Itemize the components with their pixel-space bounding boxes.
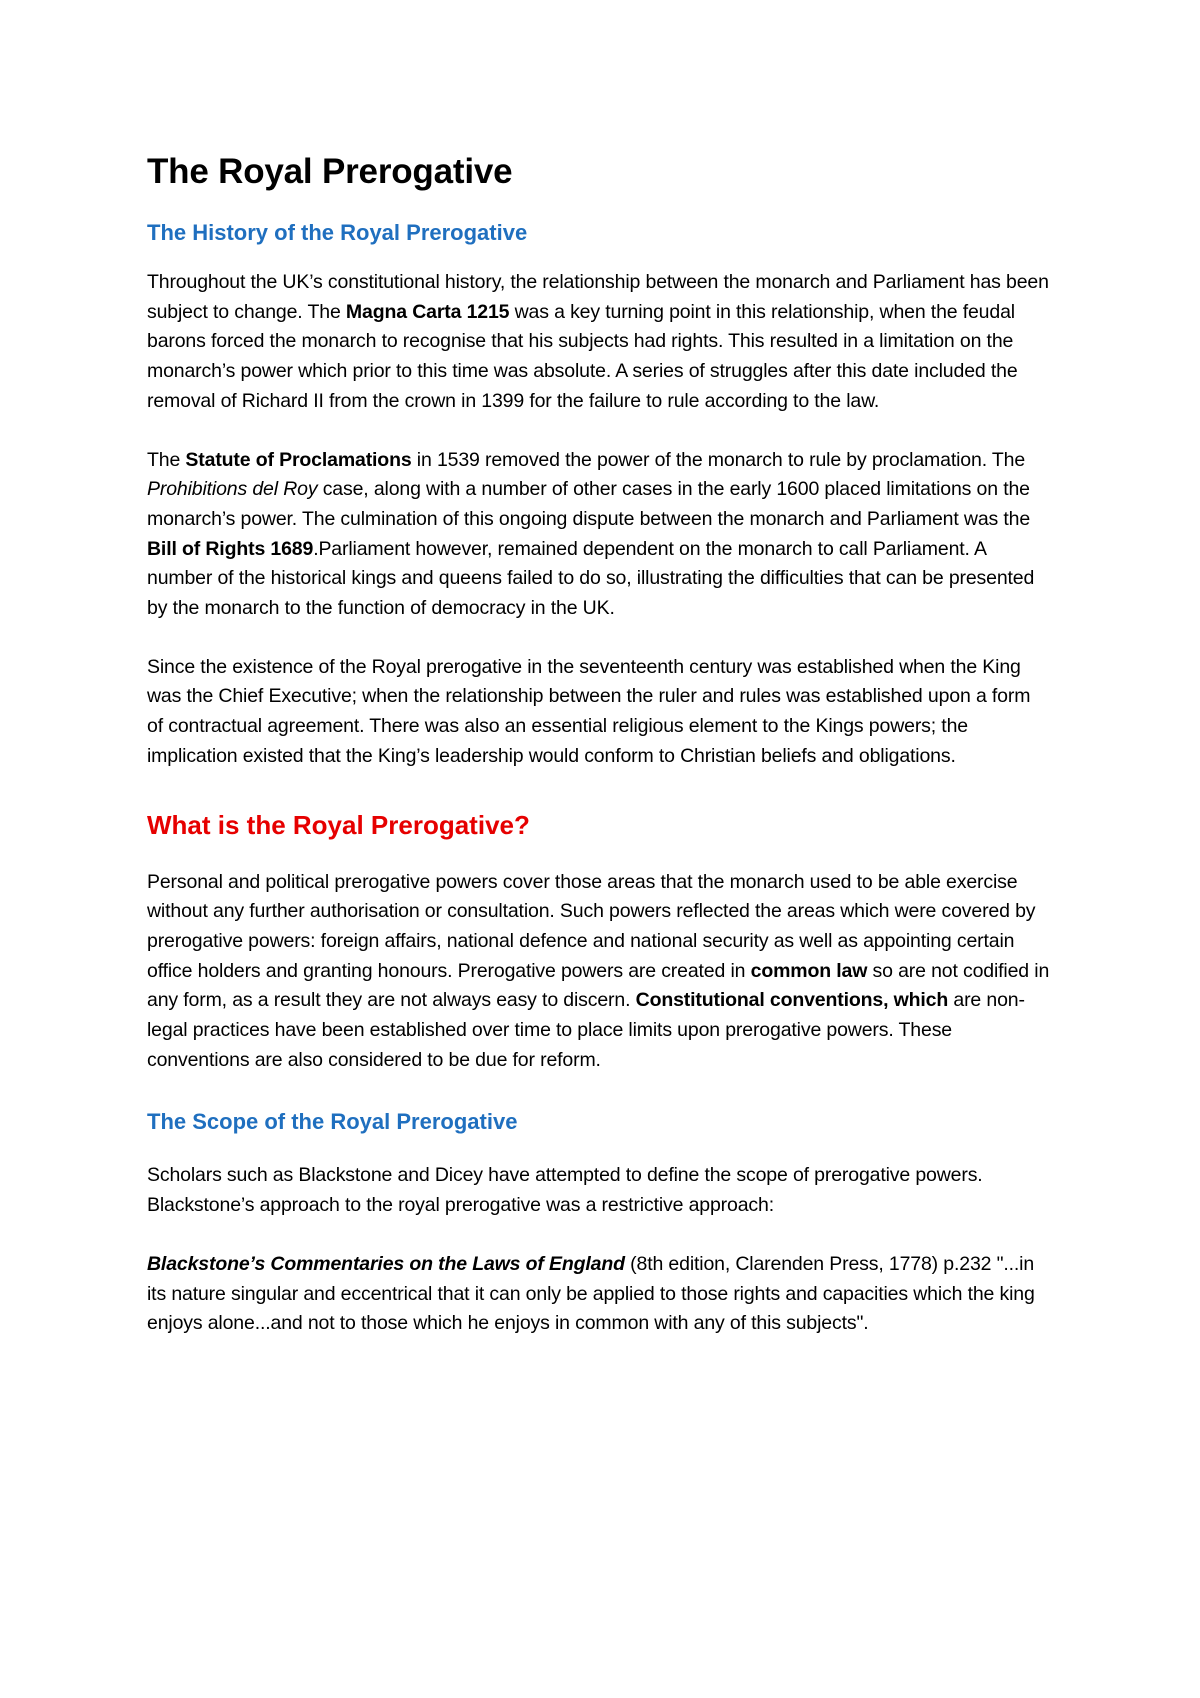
section-heading-history: The History of the Royal Prerogative: [147, 220, 528, 245]
history-paragraph-2: The Statute of Proclamations in 1539 removed the power of the monarch to rule by proclamation. The Prohibitions del Roy case, along with a number of other cases in the early 1600 placed limitations on the monarch’s power. The culmination of this ongoing dispute between the monarch and Parliament was the Bill of Rights 1689.Parliament however, remained dependent on the monarch to call Parliament. A number of the historical kings and queens failed to do so, illustrating the difficulties that can be presented by the monarch to the function of democracy in the UK.: [147, 448, 1035, 620]
blackstone-commentaries-citation: Blackstone’s Commentaries on the Laws of England: [147, 1252, 625, 1275]
scope-paragraph-2: Blackstone’s Commentaries on the Laws of England (8th edition, Clarenden Press, 1778) p.232 "...in its nature singular and eccentrical that it can only be applied to those rights and capacities which the king enjoys alone...and not to those which he enjoys in common with any of this subjects".: [147, 1252, 1035, 1335]
bill-of-rights-term: Bill of Rights 1689: [147, 537, 314, 560]
scope-paragraph-1: Scholars such as Blackstone and Dicey have attempted to define the scope of prerogative powers. Blackstone’s approach to the royal prerogative was a restrictive approach:: [147, 1164, 983, 1217]
history-paragraph-3: Since the existence of the Royal prerogative in the seventeenth century was established when the King was the Chief Executive; when the relationship between the ruler and rules was established upon a form of contractual agreement. There was also an essential religious element to the Kings powers; the implication existed that the King’s leadership would conform to Christian beliefs and obligations.: [147, 655, 1031, 767]
magna-carta-term: Magna Carta 1215: [345, 300, 510, 323]
page-title: The Royal Prerogative: [147, 152, 513, 191]
common-law-term: common law: [750, 959, 868, 982]
section-heading-what-is: What is the Royal Prerogative?: [147, 809, 530, 840]
statute-of-proclamations-term: Statute of Proclamations: [185, 448, 412, 471]
constitutional-conventions-term: Constitutional conventions, which: [635, 989, 949, 1012]
section-heading-scope: The Scope of the Royal Prerogative: [147, 1109, 518, 1135]
what-is-paragraph: Personal and political prerogative powers cover those areas that the monarch used to be able exercise without any further authorisation or consultation. Such powers reflected the areas which were covered by prerogative powers: foreign affairs, national defence and national security as well as appointing certain office holders and granting honours. Prerogative powers are created in common law so are not codified in any form, as a result they are not always easy to discern. Constitutional conventions, which are non-legal practices have been established over time to place limits upon prerogative powers. These conventions are also considered to be due for reform.: [147, 870, 1050, 1071]
history-paragraph-1: Throughout the UK’s constitutional history, the relationship between the monarch and Parliament has been subject to change. The Magna Carta 1215 was a key turning point in this relationship, when the feudal barons forced the monarch to recognise that his subjects had rights. This resulted in a limitation on the monarch’s power which prior to this time was absolute. A series of struggles after this date included the removal of Richard II from the crown in 1399 for the failure to rule according to the law.: [147, 271, 1049, 412]
prohibitions-del-roy-case: Prohibitions del Roy: [147, 478, 318, 501]
